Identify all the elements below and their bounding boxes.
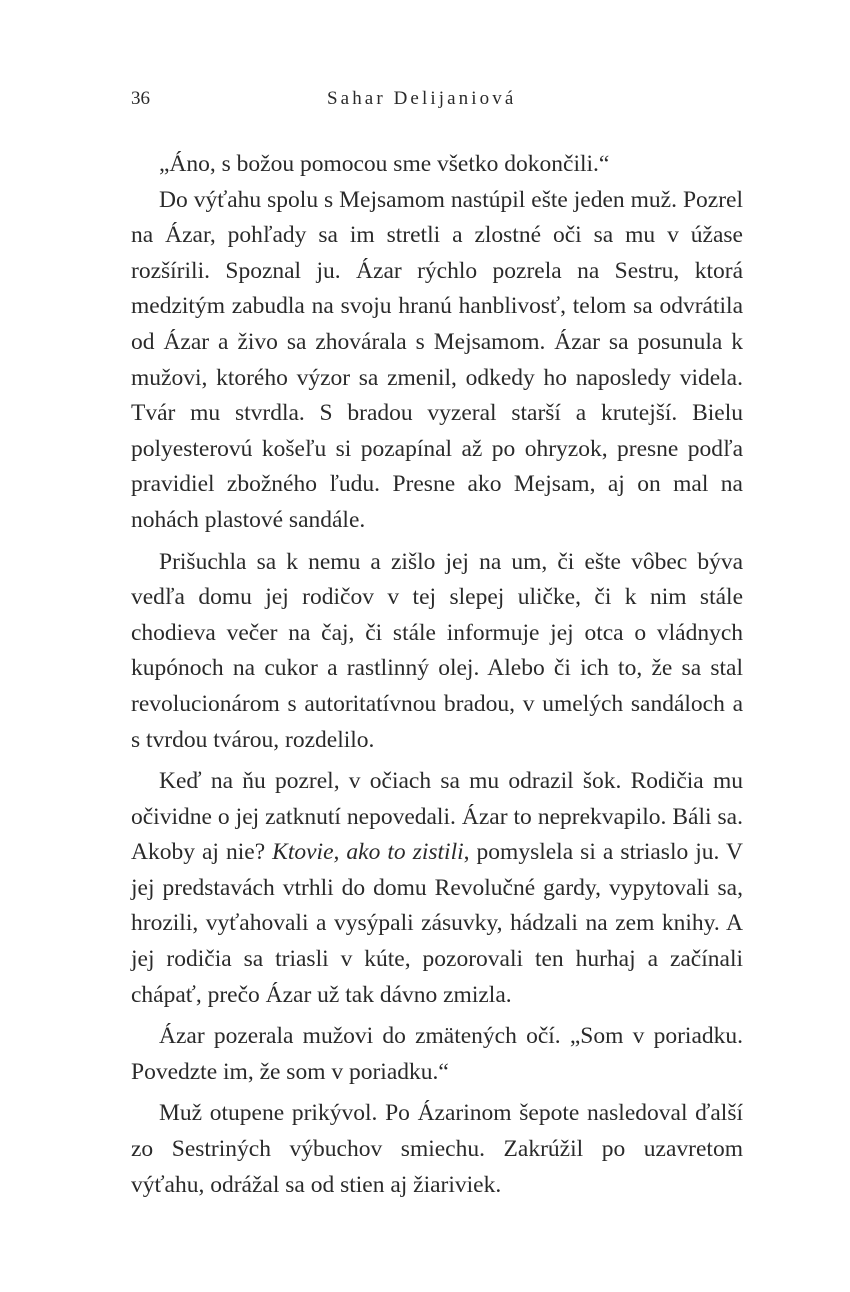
page-header <box>131 88 743 114</box>
paragraph-text: Keď na ňu pozrel, v očiach sa mu odrazil šok. Rodičia mu očividne o jej zatknutí nepovedali. Ázar to neprekvapilo. Báli sa. Akoby aj nie? <box>131 768 743 866</box>
paragraph: „Áno, s božou pomocou sme všetko dokončili.“ <box>159 151 610 177</box>
paragraph: Do výťahu spolu s Mejsamom nastúpil ešte jeden muž. Pozrel na Ázar, pohľady sa im stretli a zlostné oči sa mu v úžase rozšírili. Spoznal ju. Ázar rýchlo pozrela na Sestru, ktorá medzitým zabudla na svoju hranú hanblivosť, telom sa odvrátila od Ázar a živo sa zhovárala s Mejsamom. Ázar sa posunula k mužovi, ktorého výzor sa zmenil, odkedy ho naposledy videla. Tvár mu stvrdla. S bradou vyzeral starší a krutejší. Bielu polyesterovú košeľu si pozapínal až po ohryzok, presne podľa pravidiel zbožného ľudu. Presne ako Mejsam, aj on mal na nohách plastové sandále. <box>131 186 743 533</box>
page-number: 36 <box>131 88 150 109</box>
body-text <box>131 147 743 1203</box>
running-head-author: Sahar Delijaniová <box>327 88 517 109</box>
paragraph-text: , pomyslela si a striaslo ju. V jej predstavách vtrhli do domu Revolučné gardy, vypytovali sa, hrozili, vyťahovali a vysýpali zásuvky, hádzali na zem knihy. A jej rodičia sa triasli v kúte, pozorovali ten hurhaj a začínali chápať, prečo Ázar už tak dávno zmizla. <box>131 839 743 1008</box>
paragraph: Muž otupene prikývol. Po Ázarinom šepote nasledoval ďalší zo Sestriných výbuchov smiechu. Zakrúžil po uzavretom výťahu, odrážal sa od stien aj žiariviek. <box>131 1100 743 1198</box>
italic-thought: Ktovie, ako to zistili <box>272 839 464 866</box>
paragraph: Prišuchla sa k nemu a zišlo jej na um, či ešte vôbec býva vedľa domu jej rodičov v tej slepej uličke, či k nim stále chodieva večer na čaj, či stále informuje jej otca o vládnych kupónoch na cukor a rastlinný olej. Alebo či ich to, že sa stal revolucionárom s autoritatívnou bradou, v umelých sandáloch a s tvrdou tvárou, rozdelilo. <box>131 548 743 753</box>
paragraph <box>131 764 743 1013</box>
paragraph: Ázar pozerala mužovi do zmätených očí. „Som v poriadku. Povedzte im, že som v poriadku.“ <box>131 1023 743 1085</box>
